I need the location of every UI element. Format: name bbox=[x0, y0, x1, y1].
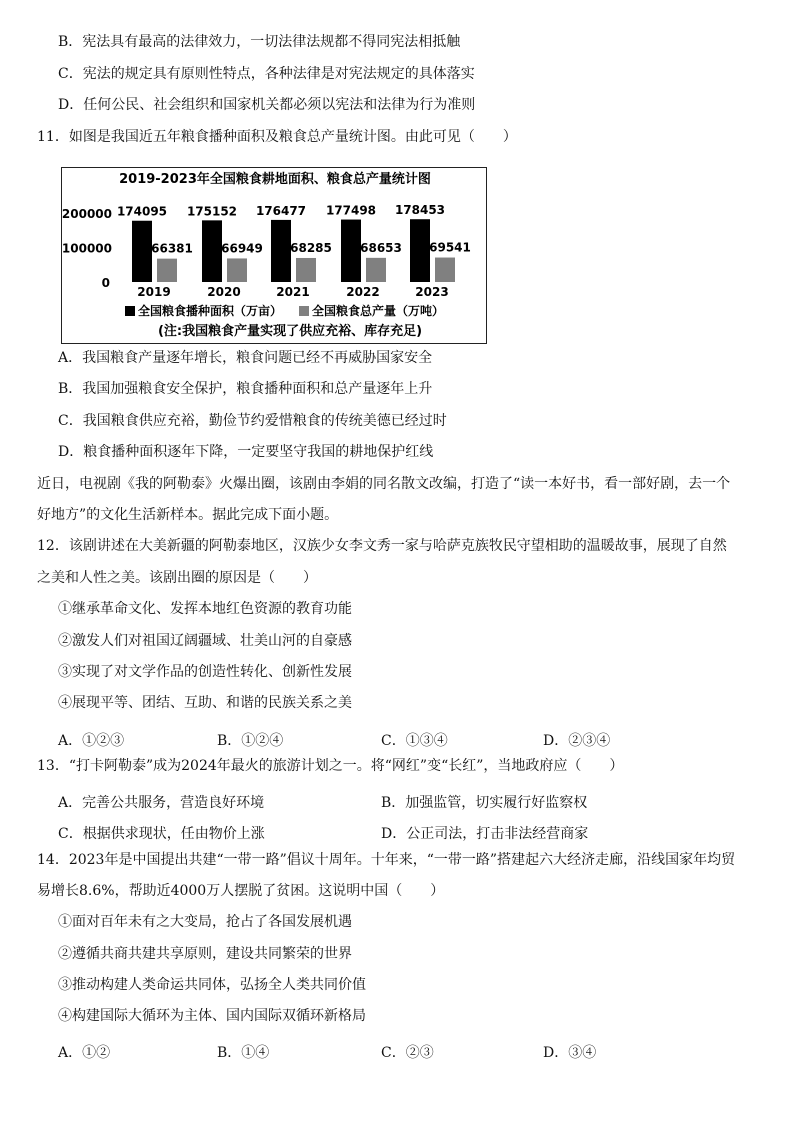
text-line: A．我国粮食产量逐年增长，粮食问题已经不再威胁国家安全 bbox=[58, 350, 433, 366]
text-line: D．粮食播种面积逐年下降，一定要坚守我国的耕地保护红线 bbox=[58, 444, 434, 460]
legend-label-output: 全国粮食总产量（万吨） bbox=[312, 304, 445, 318]
bar-value-label: 177498 bbox=[325, 203, 377, 218]
x-tick-label: 2020 bbox=[207, 285, 241, 299]
text-line: ④展现平等、团结、互助、和谐的民族关系之美 bbox=[58, 695, 352, 711]
chart-note: (注:我国粮食产量实现了供应充裕、库存充足) bbox=[157, 324, 423, 339]
text-line: ③推动构建人类命运共同体，弘扬全人类共同价值 bbox=[58, 977, 366, 993]
bar-value-label: 174095 bbox=[116, 204, 168, 219]
text-line: D．任何公民、社会组织和国家机关都必须以宪法和法律为行为准则 bbox=[58, 97, 476, 113]
bar-area bbox=[341, 220, 361, 282]
text-line: ②遵循共商共建共享原则，建设共同繁荣的世界 bbox=[58, 946, 352, 962]
legend-swatch-output bbox=[299, 306, 309, 316]
text-line: ①面对百年未有之大变局，抢占了各国发展机遇 bbox=[58, 914, 352, 930]
x-tick-label: 2022 bbox=[346, 285, 380, 299]
answer-option[interactable]: D．③④ bbox=[543, 1045, 597, 1061]
bar-value-label: 66381 bbox=[151, 241, 193, 256]
bar-output bbox=[366, 258, 386, 282]
text-line: 之美和人性之美。该剧出圈的原因是（ ） bbox=[37, 570, 317, 586]
grain-chart bbox=[61, 167, 487, 344]
bar-output bbox=[157, 259, 177, 282]
text-line: C．宪法的规定具有原则性特点，各种法律是对宪法规定的具体落实 bbox=[58, 66, 475, 82]
text-line: 14．2023年是中国提出共建“一带一路”倡议十周年。十年来，“一带一路”搭建起六大经济走廊，沿线国家年均贸 bbox=[37, 852, 736, 868]
y-tick-label: 100000 bbox=[62, 241, 112, 256]
text-line: ③实现了对文学作品的创造性转化、创新性发展 bbox=[58, 664, 352, 680]
bar-area bbox=[132, 221, 152, 282]
answer-option[interactable]: B．①②④ bbox=[217, 733, 284, 749]
answer-option[interactable]: B．加强监管，切实履行好监察权 bbox=[381, 795, 588, 811]
legend-swatch-area bbox=[125, 306, 135, 316]
answer-option[interactable]: A．完善公共服务，营造良好环境 bbox=[58, 795, 265, 811]
bar-value-label: 66949 bbox=[221, 241, 263, 256]
x-tick-label: 2021 bbox=[276, 285, 310, 299]
text-line: 易增长8.6%，帮助近4000万人摆脱了贫困。这说明中国（ ） bbox=[37, 883, 445, 899]
text-line: ①继承革命文化、发挥本地红色资源的教育功能 bbox=[58, 601, 352, 617]
answer-option[interactable]: C．根据供求现状，任由物价上涨 bbox=[58, 826, 265, 842]
y-tick-label: 0 bbox=[101, 276, 110, 290]
legend-label-area: 全国粮食播种面积（万亩） bbox=[138, 304, 283, 318]
answer-option[interactable]: C．①③④ bbox=[381, 733, 448, 749]
bar-area bbox=[271, 220, 291, 282]
x-tick-label: 2019 bbox=[137, 285, 171, 299]
text-line: 12．该剧讲述在大美新疆的阿勒泰地区，汉族少女李文秀一家与哈萨克族牧民守望相助的温暖故事，展现了自然 bbox=[37, 538, 727, 554]
bar-value-label: 176477 bbox=[255, 203, 307, 218]
bar-value-label: 175152 bbox=[186, 204, 238, 219]
answer-option[interactable]: C．②③ bbox=[381, 1045, 434, 1061]
text-line: B．我国加强粮食安全保护，粮食播种面积和总产量逐年上升 bbox=[58, 381, 433, 397]
bar-value-label: 178453 bbox=[394, 203, 446, 218]
bar-output bbox=[296, 258, 316, 282]
answer-option[interactable]: A．①② bbox=[58, 1045, 111, 1061]
text-line: C．我国粮食供应充裕，勤俭节约爱惜粮食的传统美德已经过时 bbox=[58, 413, 447, 429]
text-line: 近日，电视剧《我的阿勒泰》火爆出圈，该剧由李娟的同名散文改编，打造了“读一本好书，看一部好剧，去一个 bbox=[37, 476, 731, 492]
bar-output bbox=[435, 258, 455, 282]
text-line: ④构建国际大循环为主体、国内国际双循环新格局 bbox=[58, 1008, 366, 1024]
text-line: 13．“打卡阿勒泰”成为2024年最火的旅游计划之一。将“网红”变“长红”，当地政府应（ ） bbox=[37, 758, 624, 774]
text-line: 11．如图是我国近五年粮食播种面积及粮食总产量统计图。由此可见（ ） bbox=[37, 129, 517, 145]
chart-svg bbox=[62, 168, 488, 345]
bar-value-label: 68285 bbox=[290, 240, 332, 255]
bar-value-label: 69541 bbox=[429, 240, 471, 255]
answer-option[interactable]: D．②③④ bbox=[543, 733, 611, 749]
text-line: B．宪法具有最高的法律效力，一切法律法规都不得同宪法相抵触 bbox=[58, 34, 461, 50]
answer-option[interactable]: D．公正司法，打击非法经营商家 bbox=[381, 826, 589, 842]
bar-output bbox=[227, 258, 247, 282]
x-tick-label: 2023 bbox=[415, 285, 449, 299]
text-line: ②激发人们对祖国辽阔疆域、壮美山河的自豪感 bbox=[58, 633, 352, 649]
bar-area bbox=[202, 220, 222, 282]
chart-title: 2019-2023年全国粮食耕地面积、粮食总产量统计图 bbox=[119, 172, 431, 187]
y-tick-label: 200000 bbox=[62, 207, 112, 221]
text-line: 好地方”的文化生活新样本。据此完成下面小题。 bbox=[37, 507, 339, 523]
answer-option[interactable]: B．①④ bbox=[217, 1045, 270, 1061]
answer-option[interactable]: A．①②③ bbox=[58, 733, 125, 749]
bar-value-label: 68653 bbox=[360, 240, 402, 255]
bar-area bbox=[410, 219, 430, 282]
